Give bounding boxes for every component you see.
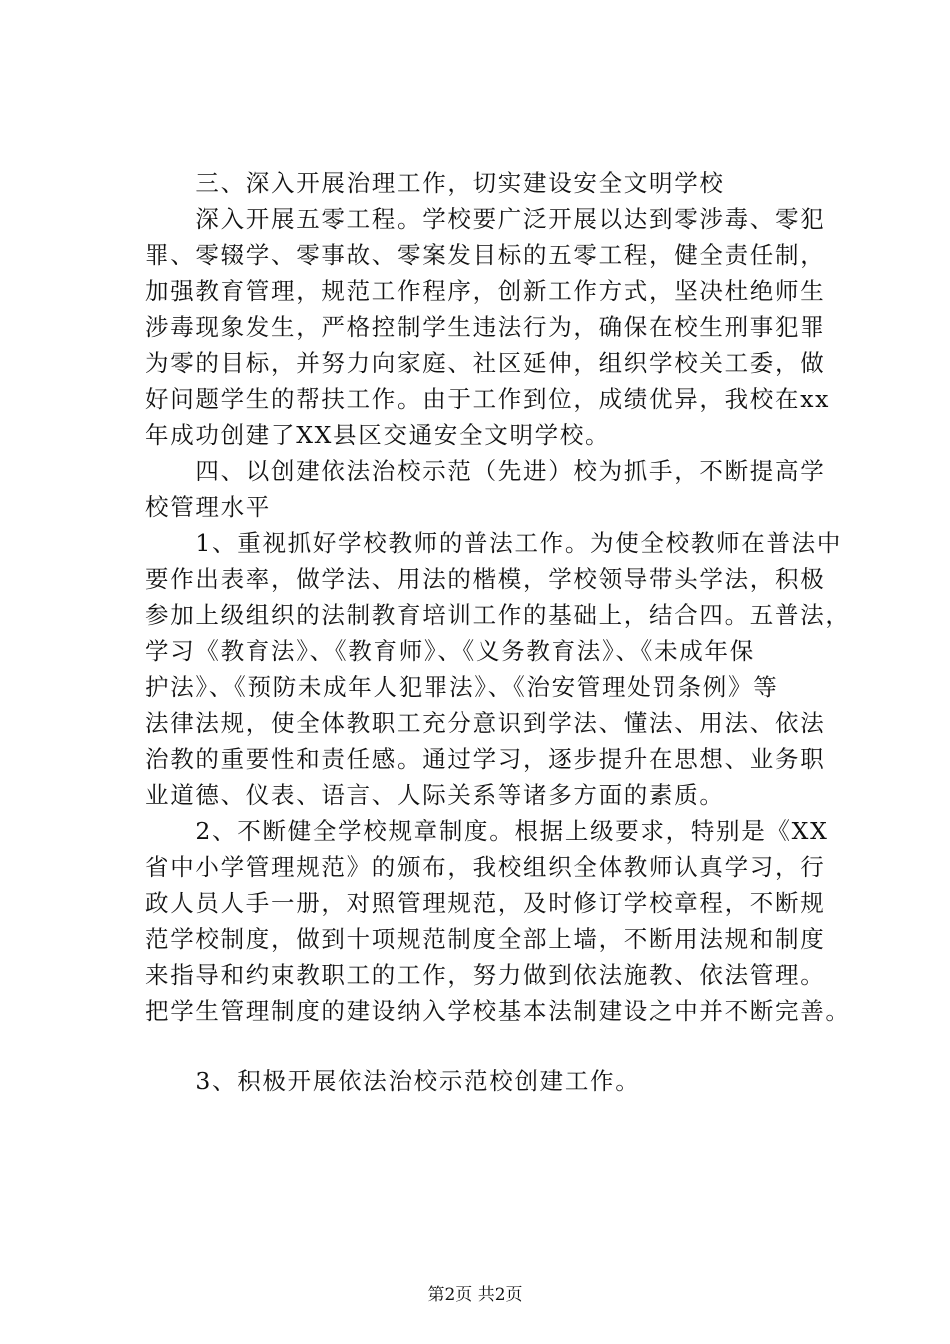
paragraph-line: 3、积极开展依法治校示范校创建工作。 [145,1067,641,1095]
paragraph-line: 业道德、仪表、语言、人际关系等诸多方面的素质。 [145,781,725,809]
paragraph-line: 参加上级组织的法制教育培训工作的基础上，结合四。五普法， [145,601,851,629]
page-number-footer: 第2页 共2页 [427,1285,523,1305]
paragraph-line: 治教的重要性和责任感。通过学习，逐步提升在思想、业务职 [145,745,826,773]
paragraph-line: 来指导和约束教职工的工作，努力做到依法施教、依法管理。 [145,961,826,989]
paragraph-line: 法律法规，使全体教职工充分意识到学法、懂法、用法、依法 [145,709,826,737]
section-heading-3: 三、深入开展治理工作，切实建设安全文明学校 [145,169,725,197]
paragraph-line: 2、不断健全学校规章制度。根据上级要求，特别是《XX [145,817,829,845]
section-heading-4: 四、以创建依法治校示范（先进）校为抓手，不断提高学 [145,457,826,485]
paragraph-line: 学习《教育法》、《教育师》、《义务教育法》、《未成年保 [145,637,755,665]
paragraph-line: 涉毒现象发生，严格控制学生违法行为，确保在校生刑事犯罪 [145,313,826,341]
paragraph-line: 1、重视抓好学校教师的普法工作。为使全校教师在普法中 [145,529,843,557]
paragraph-line: 为零的目标，并努力向家庭、社区延伸，组织学校关工委，做 [145,349,826,377]
paragraph-line: 罪、零辍学、零事故、零案发目标的五零工程，健全责任制， [145,241,826,269]
paragraph-line: 要作出表率，做学法、用法的楷模，学校领导带头学法，积极 [145,565,826,593]
section-heading-4-cont: 校管理水平 [145,493,271,521]
paragraph-line: 年成功创建了XX县区交通安全文明学校。 [145,421,611,449]
paragraph-line: 好问题学生的帮扶工作。由于工作到位，成绩优异，我校在xx [145,385,831,413]
paragraph-line: 护法》、《预防未成年人犯罪法》、《治安管理处罚条例》等 [145,673,779,701]
paragraph-line: 把学生管理制度的建设纳入学校基本法制建设之中并不断完善。 [145,997,851,1025]
paragraph-line: 深入开展五零工程。学校要广泛开展以达到零涉毒、零犯 [145,205,826,233]
paragraph-line: 加强教育管理，规范工作程序，创新工作方式，坚决杜绝师生 [145,277,826,305]
paragraph-line: 省中小学管理规范》的颁布，我校组织全体教师认真学习，行 [145,853,826,881]
paragraph-line: 范学校制度，做到十项规范制度全部上墙，不断用法规和制度 [145,925,826,953]
paragraph-line: 政人员人手一册，对照管理规范，及时修订学校章程，不断规 [145,889,826,917]
